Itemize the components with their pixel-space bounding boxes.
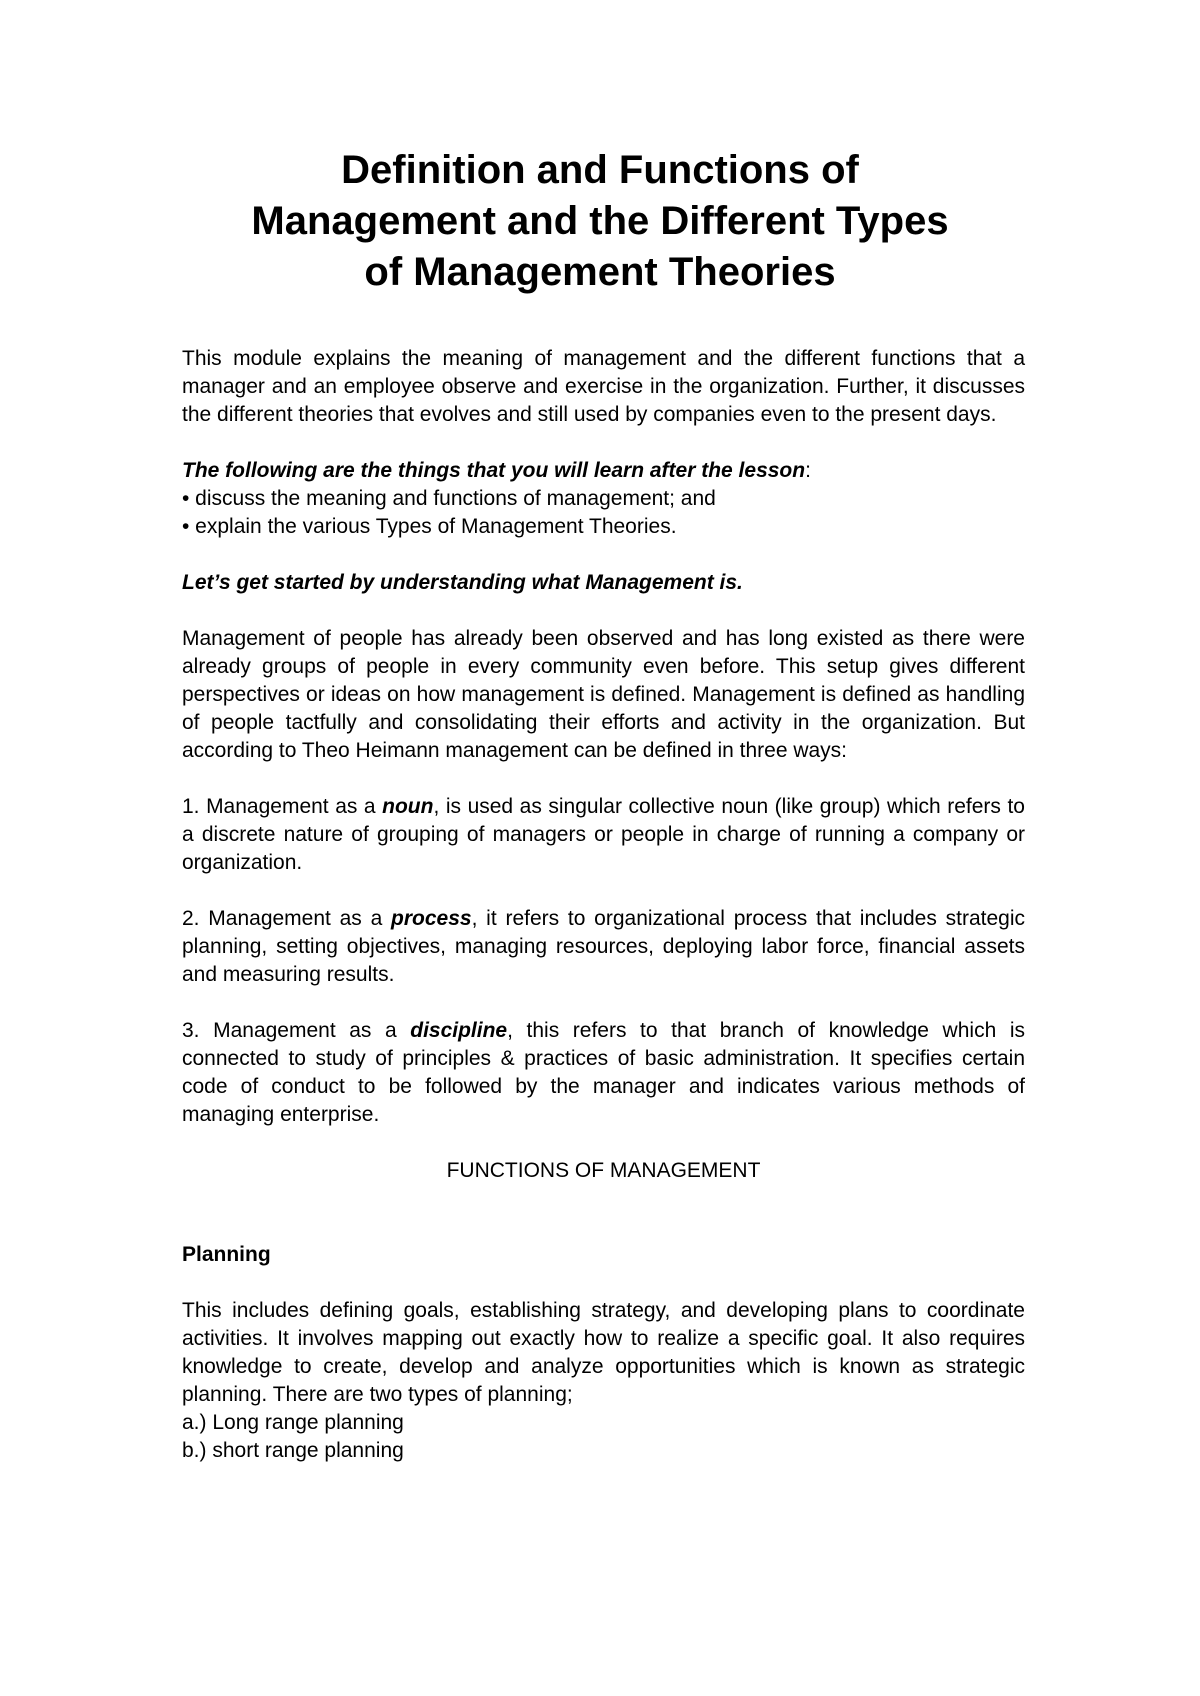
way-process-prefix: 2. Management as a	[182, 907, 392, 930]
title-line-1: Definition and Functions of	[341, 148, 859, 192]
document-title	[150, 145, 1050, 298]
way-noun-paragraph	[182, 793, 1025, 877]
way-discipline-rest: , this refers to that branch of knowledge which is connected to study of principles & practices of basic administration. It specifies certain code of conduct to be followed by the manager and indicates various methods of managing enterprise.	[182, 1019, 1025, 1126]
learn-item-1: • discuss the meaning and functions of management; and	[182, 487, 716, 510]
way-process-paragraph	[182, 905, 1025, 989]
document-body	[182, 345, 1025, 1465]
planning-type-short: b.) short range planning	[182, 1439, 404, 1462]
learn-heading	[182, 457, 1025, 485]
way-discipline-term: discipline	[410, 1019, 508, 1042]
way-discipline-prefix: 3. Management as a	[182, 1019, 411, 1042]
learn-heading-colon: :	[805, 459, 811, 482]
planning-paragraph: This includes defining goals, establishing strategy, and developing plans to coordinate activities. It involves mapping out exactly how to realize a specific goal. It also requires knowledge to create, develop and analyze opportunities which is known as strategic planning. There are two types of planning;	[182, 1299, 1025, 1406]
way-noun-term: noun	[382, 795, 434, 818]
planning-type-long: a.) Long range planning	[182, 1411, 404, 1434]
learn-heading-text: The following are the things that you will learn after the lesson	[182, 459, 806, 482]
way-noun-prefix: 1. Management as a	[182, 795, 383, 818]
definition-paragraph: Management of people has already been observed and has long existed as there were already groups of people in every community even before. This setup gives different perspectives or ideas on how management is defined. Management is defined as handling of people tactfully and consolidating their efforts and activity in the organization. But according to Theo Heimann management can be defined in three ways:	[182, 627, 1025, 762]
intro-paragraph: This module explains the meaning of management and the different functions that a manager and an employee observe and exercise in the organization. Further, it discusses the different theories that evolves and still used by companies even to the present days.	[182, 347, 1025, 426]
way-process-term: process	[391, 907, 472, 930]
learn-item-2: • explain the various Types of Management Theories.	[182, 515, 677, 538]
way-discipline-paragraph	[182, 1017, 1025, 1129]
planning-heading: Planning	[182, 1243, 271, 1266]
way-noun-rest: , is used as singular collective noun (like group) which refers to a discrete nature of grouping of managers or people in charge of running a company or organization.	[182, 795, 1025, 874]
functions-heading: FUNCTIONS OF MANAGEMENT	[446, 1159, 761, 1182]
started-heading: Let’s get started by understanding what Management is.	[182, 571, 743, 594]
way-process-rest: , it refers to organizational process that includes strategic planning, setting objectives, managing resources, deploying labor force, financial assets and measuring results.	[182, 907, 1025, 986]
title-line-3: of Management Theories	[364, 250, 836, 294]
title-line-2: Management and the Different Types	[251, 199, 949, 243]
